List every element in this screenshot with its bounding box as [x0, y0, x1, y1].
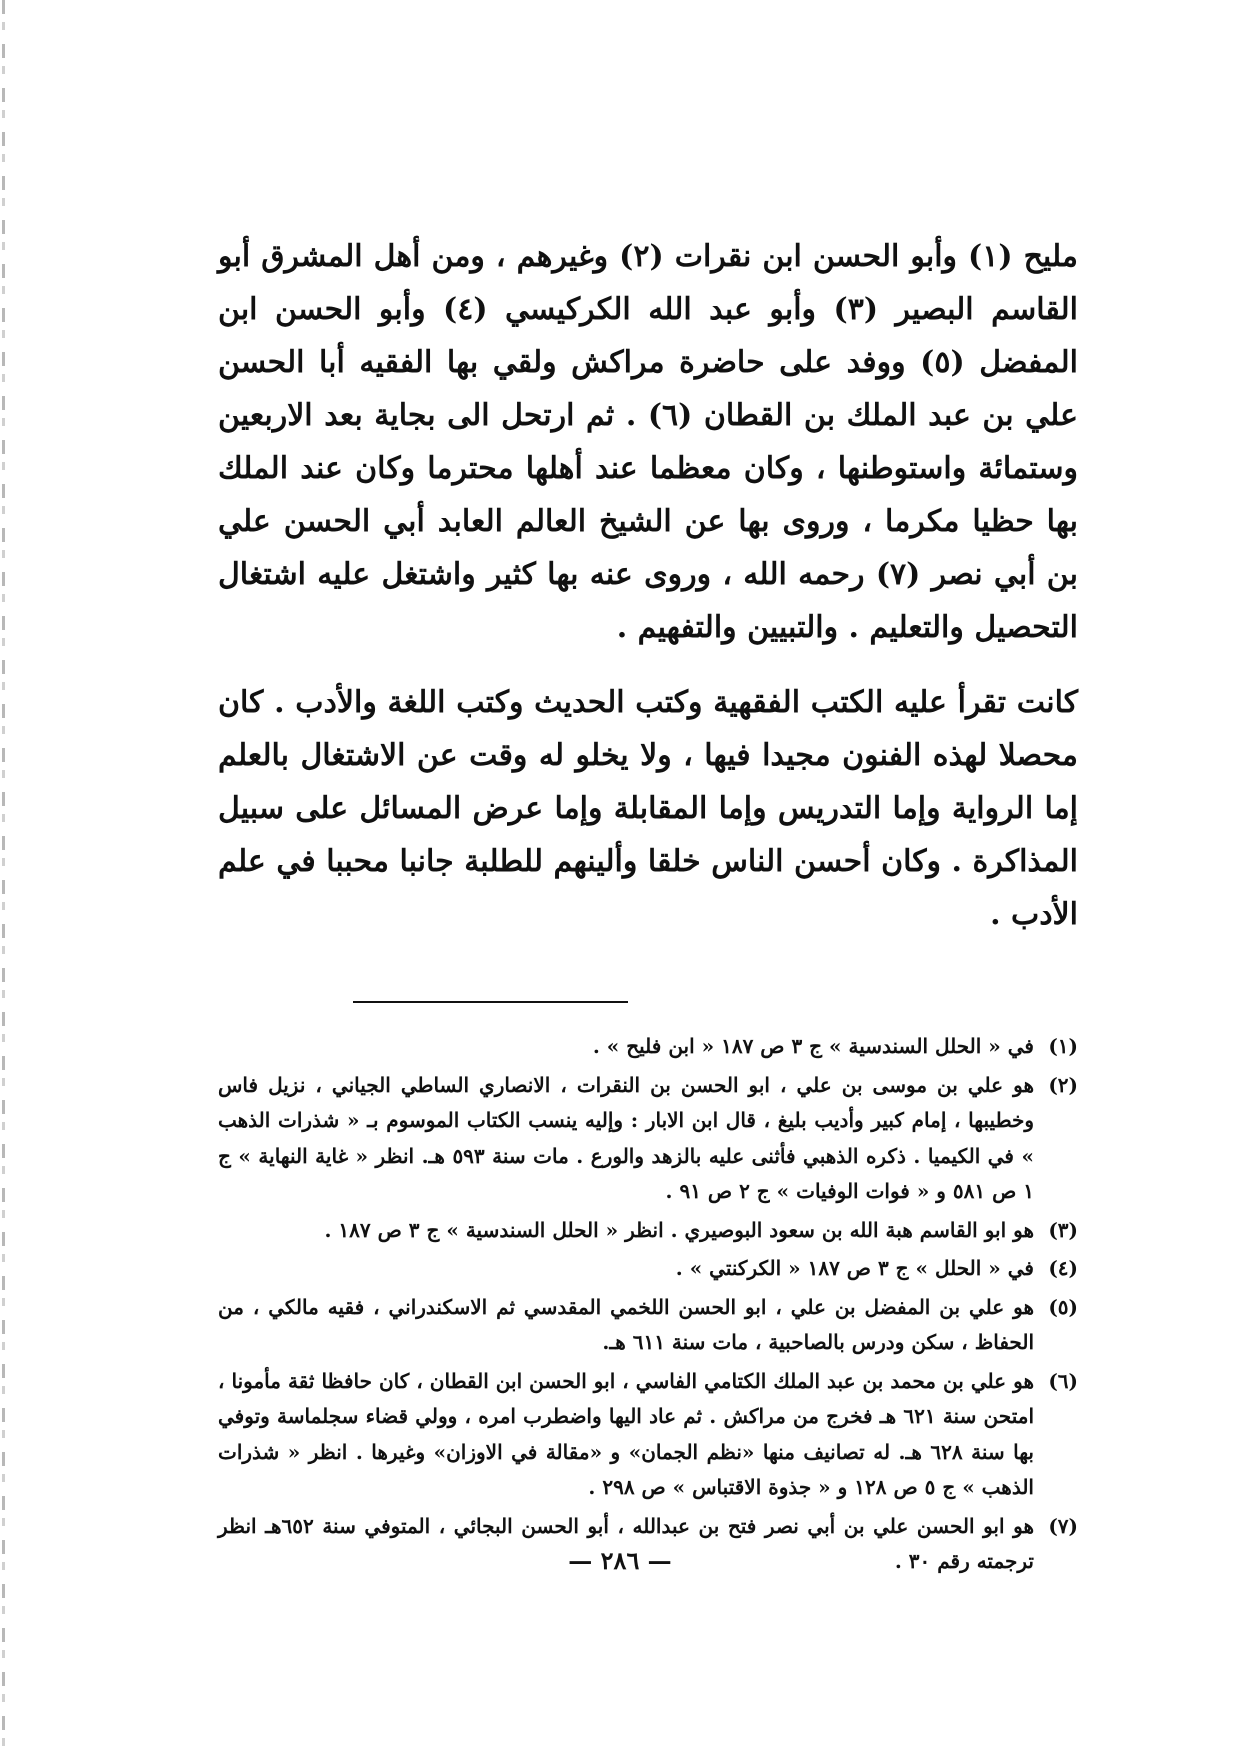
footnote-5	[218, 1290, 1078, 1361]
footnote-4	[218, 1251, 1078, 1287]
footnote-text: هو علي بن المفضل بن علي ، ابو الحسن اللخمي المقدسي ثم الاسكندراني ، فقيه مالكي ، من الحفاظ ، سكن ودرس بالصاحبية ، مات سنة ٦١١ هـ.	[218, 1294, 1034, 1354]
footnote-text: هو علي بن محمد بن عبد الملك الكتامي الفاسي ، ابو الحسن ابن القطان ، كان حافظا ثقة مأمونا ، امتحن سنة ٦٢١ هـ فخرج من مراكش . ثم عاد اليها واضطرب امره ، وولي قضاء سجلماسة وتوفي بها سنة ٦٢٨ هـ. له تصانيف منها «نظم الجمان» و «مقالة في الاوزان» وغيرها . انظر « شذرات الذهب » ج ٥ ص ١٢٨ و « جذوة الاقتباس » ص ٢٩٨ .	[218, 1368, 1034, 1499]
footnote-number: (٧)	[1048, 1513, 1078, 1538]
footnote-text: هو ابو القاسم هبة الله بن سعود البوصيري . انظر « الحلل السندسية » ج ٣ ص ١٨٧ .	[324, 1217, 1034, 1242]
footnote-number: (٥)	[1048, 1294, 1078, 1319]
body-paragraph-1: مليح (١) وأبو الحسن ابن نقرات (٢) وغيرهم ، ومن أهل المشرق أبو القاسم البصير (٣) وأبو عبد الله الكركيسي (٤) وأبو الحسن ابن المفضل (٥) ووفد على حاضرة مراكش ولقي بها الفقيه أبا الحسن علي بن عبد الملك بن القطان (٦) . ثم ارتحل الى بجاية بعد الاربعين وستمائة واستوطنها ، وكان معظما عند أهلها محترما وكان عند الملك بها حظيا مكرما ، وروى بها عن الشيخ العالم العابد أبي الحسن علي بن أبي نصر (٧) رحمه الله ، وروى عنه بها كثير واشتغل عليه اشتغال التحصيل والتعليم . والتبيين والتفهيم .	[218, 239, 1078, 645]
footnote-number: (١)	[1048, 1034, 1078, 1058]
footnote-text: هو ابو الحسن علي بن أبي نصر فتح بن عبدالله ، أبو الحسن البجائي ، المتوفي سنة ٦٥٢هـ انظر ترجمته رقم ٣٠ .	[218, 1513, 1034, 1573]
body-paragraph-2: كانت تقرأ عليه الكتب الفقهية وكتب الحديث وكتب اللغة والأدب . كان محصلا لهذه الفنون مجيدا فيها ، ولا يخلو له وقت عن الاشتغال بالعلم إما الرواية وإما التدريس وإما المقابلة وإما عرض المسائل على سبيل المذاكرة . وكان أحسن الناس خلقا وألينهم للطلبة جانبا محببا في علم الأدب .	[218, 685, 1078, 932]
footnote-3	[218, 1213, 1078, 1249]
footnotes	[218, 1029, 1078, 1580]
footnote-text: في « الحلل » ج ٣ ص ١٨٧ « الكركنتي » .	[675, 1256, 1034, 1280]
footnote-text: في « الحلل السندسية » ج ٣ ص ١٨٧ « ابن فليح » .	[592, 1034, 1034, 1058]
footnote-6	[218, 1364, 1078, 1506]
scan-edge-artifact	[2, 0, 5, 1754]
footnote-separator	[353, 1001, 628, 1003]
footnote-number: (٢)	[1048, 1072, 1078, 1097]
footnote-text: هو علي بن موسى بن علي ، ابو الحسن بن النقرات ، الانصاري الساطي الجياني ، نزيل فاس وخطيبها ، إمام كبير وأديب بليغ ، قال ابن الابار : وإليه ينسب الكتاب الموسوم بـ « شذرات الذهب » في الكيميا . ذكره الذهبي فأثنى عليه بالزهد والورع . مات سنة ٥٩٣ هـ. انظر « غاية النهاية » ج ١ ص ٥٨١ و « فوات الوفيات » ج ٢ ص ٩١ .	[218, 1072, 1034, 1203]
document-page	[218, 230, 1078, 1580]
footnote-number: (٦)	[1048, 1368, 1078, 1393]
page-number: — ٢٨٦ —	[568, 1546, 672, 1575]
footnote-1	[218, 1029, 1078, 1065]
footnote-2	[218, 1068, 1078, 1210]
footnote-number: (٤)	[1048, 1256, 1078, 1280]
footnote-number: (٣)	[1048, 1217, 1078, 1242]
